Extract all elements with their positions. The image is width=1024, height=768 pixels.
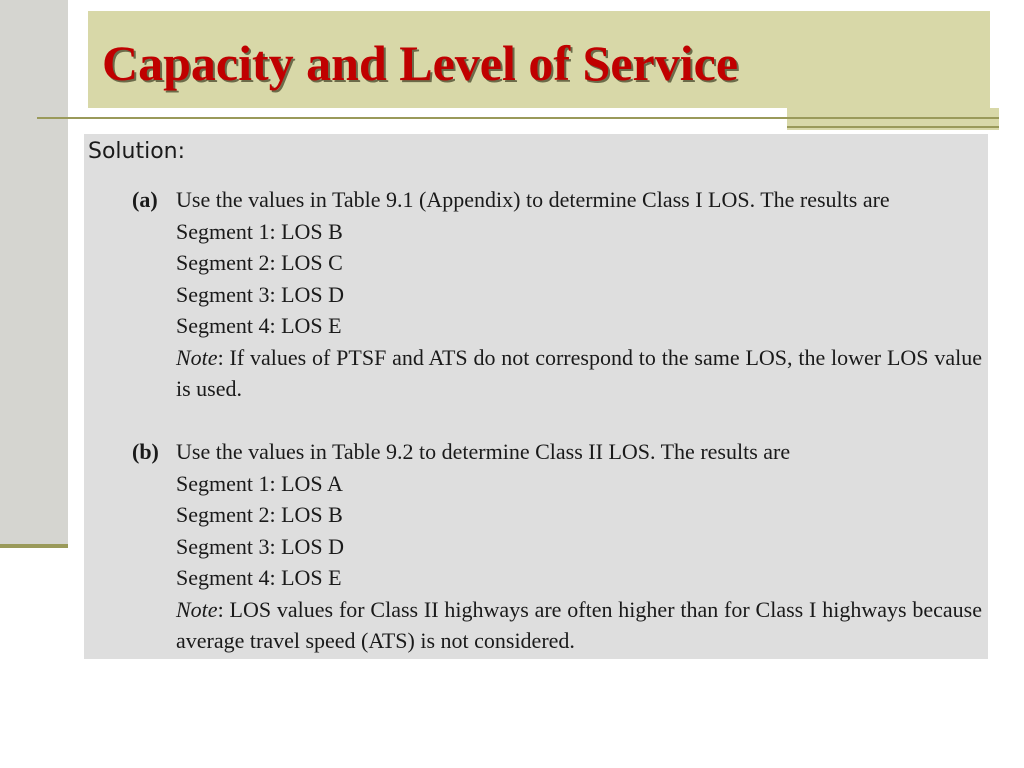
part-a-intro: Use the values in Table 9.1 (Appendix) to determine Class I LOS. The results are [176,187,890,212]
title-accent-rule [787,126,999,128]
part-a-note [176,342,982,405]
part-b-segment-4: Segment 4: LOS E [176,565,342,590]
part-a-segment-1: Segment 1: LOS B [176,218,343,244]
part-a-body [176,184,982,405]
part-b [132,436,982,657]
part-b-note [176,594,982,657]
part-b-label: (b) [132,439,159,464]
part-b-note-label: Note [176,596,218,622]
part-a-note-text: : If values of PTSF and ATS do not correspond to the same LOS, the lower LOS value is used. [176,344,982,401]
part-b-segment-1: Segment 1: LOS A [176,470,343,496]
part-b-note-text: : LOS values for Class II highways are often higher than for Class I highways because average travel speed (ATS) is not considered. [176,596,982,653]
part-a-segment-4: Segment 4: LOS E [176,313,342,338]
part-b-segment-3: Segment 3: LOS D [176,533,345,559]
part-a-segment-2: Segment 2: LOS C [176,250,343,275]
part-a-segment-3: Segment 3: LOS D [176,281,345,307]
part-a-label: (a) [132,187,158,212]
part-b-intro: Use the values in Table 9.2 to determine Class II LOS. The results are [176,439,791,464]
left-decorative-bar [0,0,68,546]
title-rule [37,117,999,119]
part-a [132,184,982,405]
solution-heading: Solution: [88,139,186,164]
part-a-note-label: Note [176,344,218,370]
left-bar-underline [0,544,68,548]
part-b-segment-2: Segment 2: LOS B [176,502,343,527]
part-b-body [176,436,982,657]
slide-title: Capacity and Level of Service [102,35,739,91]
solution-panel [84,134,988,659]
